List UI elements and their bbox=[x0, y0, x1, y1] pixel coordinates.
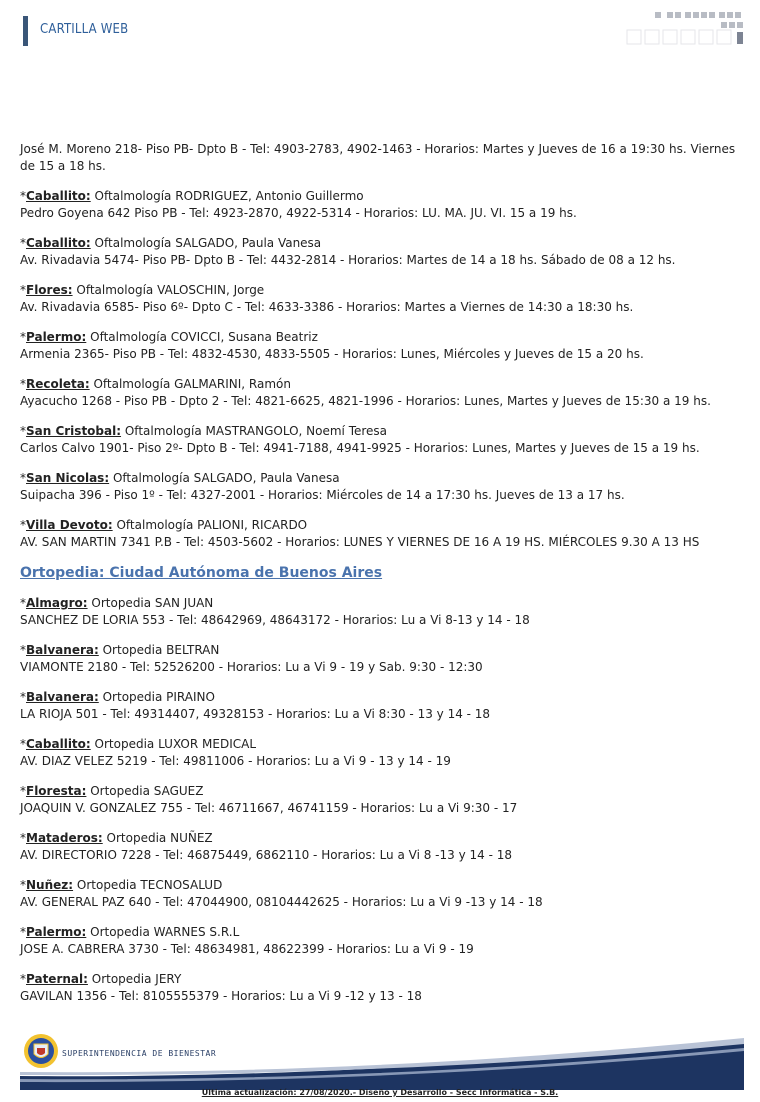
header-accent-bar bbox=[23, 16, 28, 46]
provider-details: AV. SAN MARTIN 7341 P.B - Tel: 4503-5602 - Horarios: LUNES Y VIERNES DE 16 A 19 HS. MIÉRCOLES 9.30 A 13 HS bbox=[20, 535, 700, 549]
intro-text: José M. Moreno 218- Piso PB- Dpto B - Tel: 4903-2783, 4902-1463 - Horarios: Martes y Jueves de 16 a 19:30 hs. Viernes de 15 a 18 hs. bbox=[20, 142, 736, 173]
list-item bbox=[20, 235, 748, 269]
provider-name: Oftalmología SALGADO, Paula Vanesa bbox=[112, 471, 340, 485]
oftalmologia-list bbox=[20, 188, 748, 551]
provider-name: Ortopedia NUÑEZ bbox=[106, 831, 213, 845]
entry-heading: *Nuñez: Ortopedia TECNOSALUD bbox=[20, 878, 223, 892]
entry-heading: *Palermo: Oftalmología COVICCI, Susana Beatriz bbox=[20, 330, 318, 344]
footer-banner bbox=[20, 1030, 744, 1090]
entry-heading: *Balvanera: Ortopedia BELTRAN bbox=[20, 643, 220, 657]
provider-details: Av. Rivadavia 5474- Piso PB- Dpto B - Tel: 4432-2814 - Horarios: Martes de 14 a 18 hs. Sábado de 08 a 12 hs. bbox=[20, 253, 676, 267]
provider-details: AV. GENERAL PAZ 640 - Tel: 47044900, 08104442625 - Horarios: Lu a Vi 9 -13 y 14 - 18 bbox=[20, 895, 543, 909]
neighborhood-label: Nuñez: bbox=[26, 878, 74, 892]
neighborhood-label: Villa Devoto: bbox=[26, 518, 113, 532]
entry-heading: *Floresta: Ortopedia SAGUEZ bbox=[20, 784, 204, 798]
neighborhood-label: Recoleta: bbox=[26, 377, 90, 391]
provider-name: Ortopedia SAGUEZ bbox=[90, 784, 204, 798]
provider-details: AV. DIAZ VELEZ 5219 - Tel: 49811006 - Horarios: Lu a Vi 9 - 13 y 14 - 19 bbox=[20, 754, 451, 768]
list-item bbox=[20, 736, 748, 770]
provider-name: Oftalmología VALOSCHIN, Jorge bbox=[76, 283, 265, 297]
list-item bbox=[20, 329, 748, 363]
provider-details: Av. Rivadavia 6585- Piso 6º- Dpto C - Tel: 4633-3386 - Horarios: Martes a Viernes de 14:30 a 18:30 hs. bbox=[20, 300, 634, 314]
provider-name: Oftalmología GALMARINI, Ramón bbox=[93, 377, 291, 391]
provider-name: Oftalmología PALIONI, RICARDO bbox=[116, 518, 308, 532]
ortopedia-section-title[interactable]: Ortopedia: Ciudad Autónoma de Buenos Aires bbox=[20, 565, 383, 581]
entry-heading: *Recoleta: Oftalmología GALMARINI, Ramón bbox=[20, 377, 291, 391]
list-item bbox=[20, 642, 748, 676]
provider-details: AV. DIRECTORIO 7228 - Tel: 46875449, 6862110 - Horarios: Lu a Vi 8 -13 y 14 - 18 bbox=[20, 848, 512, 862]
list-item bbox=[20, 783, 748, 817]
neighborhood-label: Balvanera: bbox=[26, 690, 99, 704]
neighborhood-label: San Nicolas: bbox=[26, 471, 110, 485]
neighborhood-label: Caballito: bbox=[26, 737, 91, 751]
last-update-note: Ultima actualización: 27/08/2020.- Diseño y Desarrollo - Secc Informática - S.B. bbox=[201, 1088, 559, 1097]
entry-heading: *Mataderos: Ortopedia NUÑEZ bbox=[20, 831, 213, 845]
neighborhood-label: Mataderos: bbox=[26, 831, 103, 845]
directory-content bbox=[20, 141, 748, 1018]
list-item bbox=[20, 517, 748, 551]
provider-name: Ortopedia BELTRAN bbox=[102, 643, 220, 657]
provider-name: Oftalmología MASTRANGOLO, Noemí Teresa bbox=[124, 424, 388, 438]
footer-organization: SUPERINTENDENCIA DE BIENESTAR bbox=[62, 1049, 217, 1058]
header-pixel-decoration bbox=[625, 10, 745, 46]
intro-entry bbox=[20, 141, 748, 175]
entry-heading: *Caballito: Oftalmología RODRIGUEZ, Antonio Guillermo bbox=[20, 189, 364, 203]
entry-heading: *Balvanera: Ortopedia PIRAINO bbox=[20, 690, 215, 704]
list-item bbox=[20, 188, 748, 222]
provider-name: Ortopedia JERY bbox=[91, 972, 182, 986]
provider-name: Oftalmología SALGADO, Paula Vanesa bbox=[94, 236, 322, 250]
provider-details: JOSE A. CABRERA 3730 - Tel: 48634981, 48622399 - Horarios: Lu a Vi 9 - 19 bbox=[20, 942, 474, 956]
provider-details: Suipacha 396 - Piso 1º - Tel: 4327-2001 - Horarios: Miércoles de 14 a 17:30 hs. Jueves de 13 a 17 hs. bbox=[20, 488, 625, 502]
provider-details: VIAMONTE 2180 - Tel: 52526200 - Horarios: Lu a Vi 9 - 19 y Sab. 9:30 - 12:30 bbox=[20, 660, 483, 674]
neighborhood-label: San Cristobal: bbox=[26, 424, 122, 438]
provider-details: Carlos Calvo 1901- Piso 2º- Dpto B - Tel: 4941-7188, 4941-9925 - Horarios: Lunes, Martes y Jueves de 15 a 19 hs. bbox=[20, 441, 700, 455]
ortopedia-list bbox=[20, 595, 748, 1005]
entry-heading: *Villa Devoto: Oftalmología PALIONI, RICARDO bbox=[20, 518, 308, 532]
list-item bbox=[20, 924, 748, 958]
list-item bbox=[20, 830, 748, 864]
entry-heading: *Flores: Oftalmología VALOSCHIN, Jorge bbox=[20, 283, 265, 297]
neighborhood-label: Paternal: bbox=[26, 972, 88, 986]
neighborhood-label: Balvanera: bbox=[26, 643, 99, 657]
neighborhood-label: Floresta: bbox=[26, 784, 87, 798]
entry-heading: *San Cristobal: Oftalmología MASTRANGOLO, Noemí Teresa bbox=[20, 424, 388, 438]
provider-name: Ortopedia SAN JUAN bbox=[91, 596, 214, 610]
page-title: CARTILLA WEB bbox=[40, 22, 129, 37]
entry-heading: *Palermo: Ortopedia WARNES S.R.L bbox=[20, 925, 240, 939]
list-item bbox=[20, 423, 748, 457]
list-item bbox=[20, 470, 748, 504]
neighborhood-label: Almagro: bbox=[26, 596, 88, 610]
footer-wave bbox=[20, 1038, 744, 1090]
provider-details: LA RIOJA 501 - Tel: 49314407, 49328153 - Horarios: Lu a Vi 8:30 - 13 y 14 - 18 bbox=[20, 707, 491, 721]
list-item bbox=[20, 282, 748, 316]
neighborhood-label: Flores: bbox=[26, 283, 73, 297]
provider-name: Ortopedia PIRAINO bbox=[102, 690, 215, 704]
provider-name: Ortopedia TECNOSALUD bbox=[76, 878, 223, 892]
provider-details: SANCHEZ DE LORIA 553 - Tel: 48642969, 48643172 - Horarios: Lu a Vi 8-13 y 14 - 18 bbox=[20, 613, 530, 627]
provider-name: Oftalmología RODRIGUEZ, Antonio Guillermo bbox=[94, 189, 364, 203]
list-item bbox=[20, 689, 748, 723]
entry-heading: *San Nicolas: Oftalmología SALGADO, Paula Vanesa bbox=[20, 471, 340, 485]
entry-heading: *Caballito: Ortopedia LUXOR MEDICAL bbox=[20, 737, 257, 751]
entry-heading: *Caballito: Oftalmología SALGADO, Paula Vanesa bbox=[20, 236, 322, 250]
provider-name: Oftalmología COVICCI, Susana Beatriz bbox=[90, 330, 318, 344]
entry-heading: *Almagro: Ortopedia SAN JUAN bbox=[20, 596, 214, 610]
list-item bbox=[20, 877, 748, 911]
provider-details: GAVILAN 1356 - Tel: 8105555379 - Horarios: Lu a Vi 9 -12 y 13 - 18 bbox=[20, 989, 422, 1003]
neighborhood-label: Palermo: bbox=[26, 925, 87, 939]
provider-details: Armenia 2365- Piso PB - Tel: 4832-4530, 4833-5505 - Horarios: Lunes, Miércoles y Jueves de 15 a 20 hs. bbox=[20, 347, 644, 361]
provider-name: Ortopedia LUXOR MEDICAL bbox=[94, 737, 257, 751]
provider-name: Ortopedia WARNES S.R.L bbox=[90, 925, 240, 939]
provider-details: Ayacucho 1268 - Piso PB - Dpto 2 - Tel: 4821-6625, 4821-1996 - Horarios: Lunes, Martes y Jueves de 15:30 a 19 hs. bbox=[20, 394, 711, 408]
list-item bbox=[20, 971, 748, 1005]
neighborhood-label: Palermo: bbox=[26, 330, 87, 344]
institution-seal-icon bbox=[23, 1033, 59, 1069]
neighborhood-label: Caballito: bbox=[26, 236, 91, 250]
neighborhood-label: Caballito: bbox=[26, 189, 91, 203]
provider-details: JOAQUIN V. GONZALEZ 755 - Tel: 46711667, 46741159 - Horarios: Lu a Vi 9:30 - 17 bbox=[20, 801, 518, 815]
entry-heading: *Paternal: Ortopedia JERY bbox=[20, 972, 182, 986]
provider-details: Pedro Goyena 642 Piso PB - Tel: 4923-2870, 4922-5314 - Horarios: LU. MA. JU. VI. 15 a 19 hs. bbox=[20, 206, 577, 220]
list-item bbox=[20, 376, 748, 410]
list-item bbox=[20, 595, 748, 629]
